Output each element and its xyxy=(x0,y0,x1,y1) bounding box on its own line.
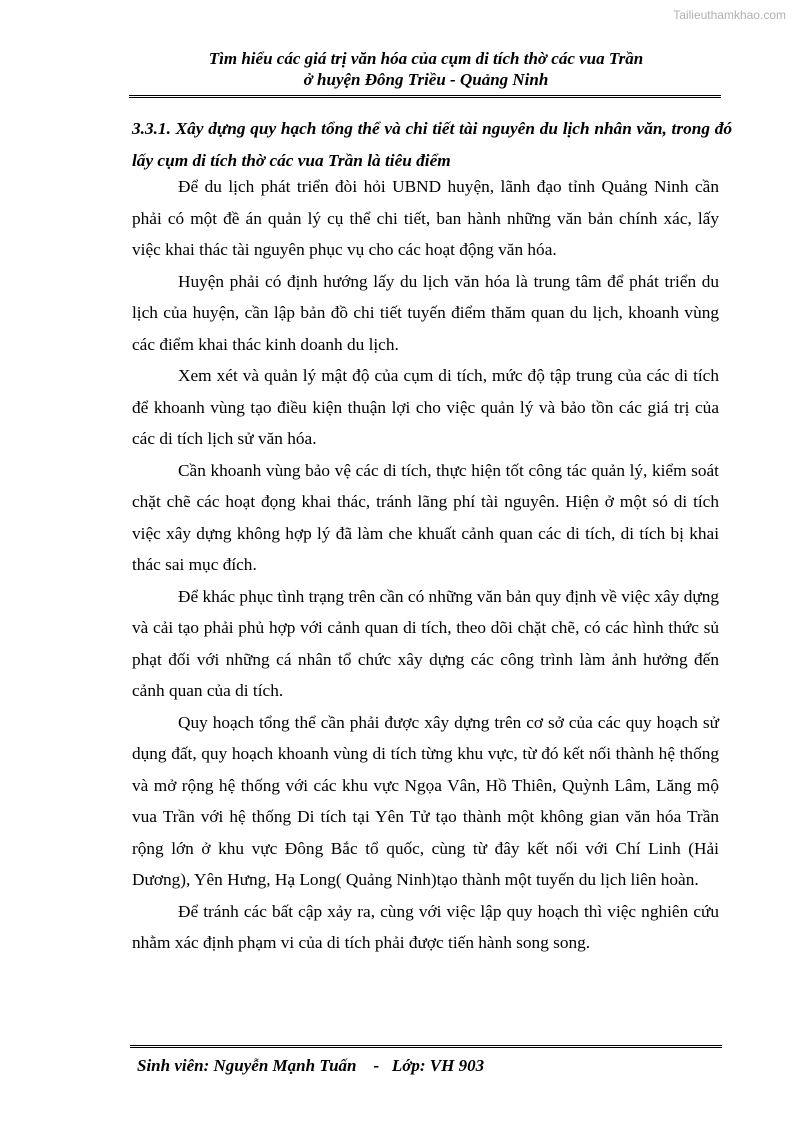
footer-divider xyxy=(130,1045,722,1048)
page-header xyxy=(132,48,720,90)
document-body xyxy=(132,171,719,959)
paragraph-2: Huyện phải có định hướng lấy du lịch văn hóa là trung tâm để phát triển du lịch của huyện, cần lập bản đồ chi tiết tuyến điểm thăm quan du lịch, khoanh vùng các điểm khai thác kinh doanh du lịch. xyxy=(132,271,719,354)
paragraph-1: Để du lịch phát triển đòi hỏi UBND huyện, lãnh đạo tỉnh Quảng Ninh cần phải có một đề án quản lý cụ thể chi tiết, ban hành những văn bản chính xác, lấy việc khai thác tài nguyên phục vụ cho các hoạt động văn hóa. xyxy=(132,177,719,259)
paragraph-5: Để khác phục tình trạng trên cần có những văn bản quy định về việc xây dựng và cải tạo phải phủ hợp với cảnh quan di tích, theo dõi chặt chẽ, có các hình thức sủ phạt đối với những cá nhân tổ chức xây dựng các công trình làm ảnh hưởng đến cảnh quan của di tích. xyxy=(132,586,719,700)
header-line-1: Tìm hiểu các giá trị văn hóa của cụm di tích thờ các vua Trần xyxy=(208,49,644,68)
paragraph-7: Để tránh các bất cập xảy ra, cùng với việc lập quy hoạch thì việc nghiên cứu nhằm xác định phạm vi của di tích phải được tiến hành song song. xyxy=(132,901,719,952)
section-heading: 3.3.1. Xây dựng quy hạch tổng thể và chi tiết tài nguyên du lịch nhân văn, trong đó lấy cụm di tích thờ các vua Trần là tiêu điểm xyxy=(132,119,732,170)
paragraph-6: Quy hoạch tổng thể cần phải được xây dựng trên cơ sở của các quy hoạch sử dụng đất, quy hoạch khoanh vùng di tích từng khu vực, từ đó kết nối thành hệ thống và mở rộng hệ thống với các khu vực Ngọa Vân, Hồ Thiên, Quỳnh Lâm, Lăng mộ vua Trần với hệ thống Di tích tại Yên Tử tạo thành một không gian văn hóa Trần rộng lớn ở khu vực Đông Bắc tổ quốc, cùng từ đây kết nối với Chí Linh (Hải Dương), Yên Hưng, Hạ Long( Quảng Ninh)tạo thành một tuyến du lịch liên hoàn. xyxy=(132,712,719,889)
watermark-text: Tailieuthamkhao.com xyxy=(673,8,786,22)
header-divider xyxy=(129,95,721,98)
header-line-2: ở huyện Đông Triều - Quảng Ninh xyxy=(303,70,549,89)
paragraph-3: Xem xét và quản lý mật độ của cụm di tích, mức độ tập trung của các di tích để khoanh vùng tạo điều kiện thuận lợi cho việc quản lý và bảo tồn các giá trị của các di tích lịch sử văn hóa. xyxy=(132,366,719,448)
page-footer: Sinh viên: Nguyễn Mạnh Tuấn - Lớp: VH 903 xyxy=(137,1056,485,1075)
paragraph-4: Cần khoanh vùng bảo vệ các di tích, thực hiện tốt công tác quản lý, kiểm soát chặt chẽ các hoạt đọng khai thác, tránh lãng phí tài nguyên. Hiện ở một só di tích việc xây dựng không hợp lý đã làm che khuất cảnh quan các di tích, di tích bị khai thác sai mục đích. xyxy=(132,460,719,574)
